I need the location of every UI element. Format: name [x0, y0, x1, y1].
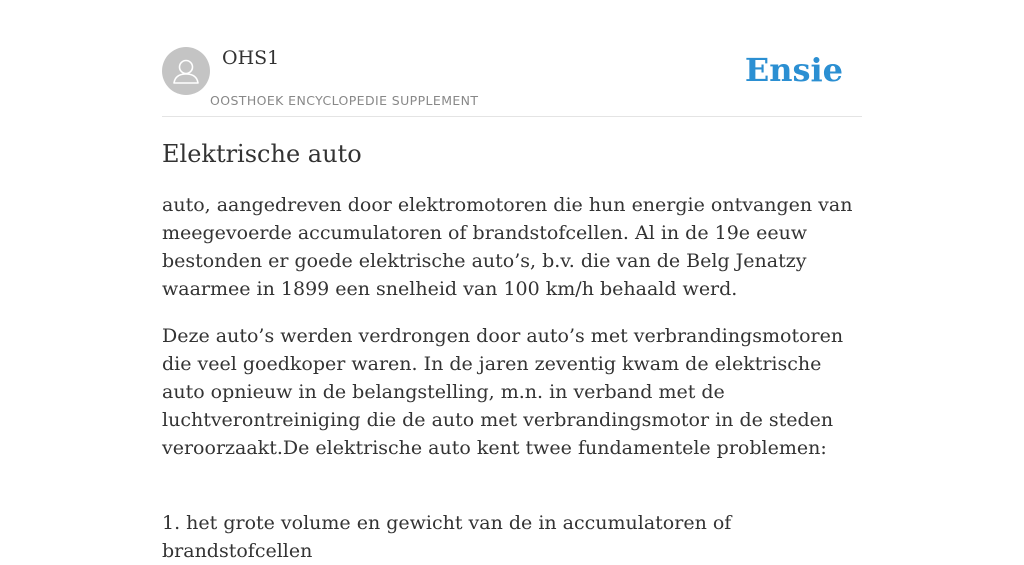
- list-item: 1. het grote volume en gewicht van de in accumulatoren of brandstofcellen: [162, 512, 732, 562]
- avatar[interactable]: [162, 47, 210, 95]
- user-silhouette-icon: [162, 47, 210, 95]
- spacer: [162, 481, 862, 509]
- article-paragraph: Deze auto’s werden verdrongen door auto’s met verbrandingsmotoren die veel goedkoper waren. In de jaren zeventig kwam de elektrische auto opnieuw in de belangstelling, m.n. in verband met de luchtverontreiniging die de auto met verbrandingsmotor in de steden veroorzaakt.De elektrische auto kent twee fundamentele problemen:: [162, 325, 844, 459]
- source-name[interactable]: OOSTHOEK ENCYCLOPEDIE SUPPLEMENT: [210, 93, 479, 108]
- site-logo[interactable]: Ensie: [744, 51, 843, 89]
- article: [162, 138, 862, 565]
- author-name[interactable]: OHS1: [222, 47, 280, 69]
- header: [162, 0, 862, 117]
- article-paragraph: auto, aangedreven door elektromotoren die hun energie ontvangen van meegevoerde accumulatoren of brandstofcellen. Al in de 19e eeuw bestonden er goede elektrische auto’s, b.v. die van de Belg Jenatzy waarmee in 1899 een snelheid van 100 km/h behaald werd.: [162, 194, 853, 300]
- article-title: Elektrische auto: [162, 140, 362, 168]
- problem-list: [162, 509, 862, 565]
